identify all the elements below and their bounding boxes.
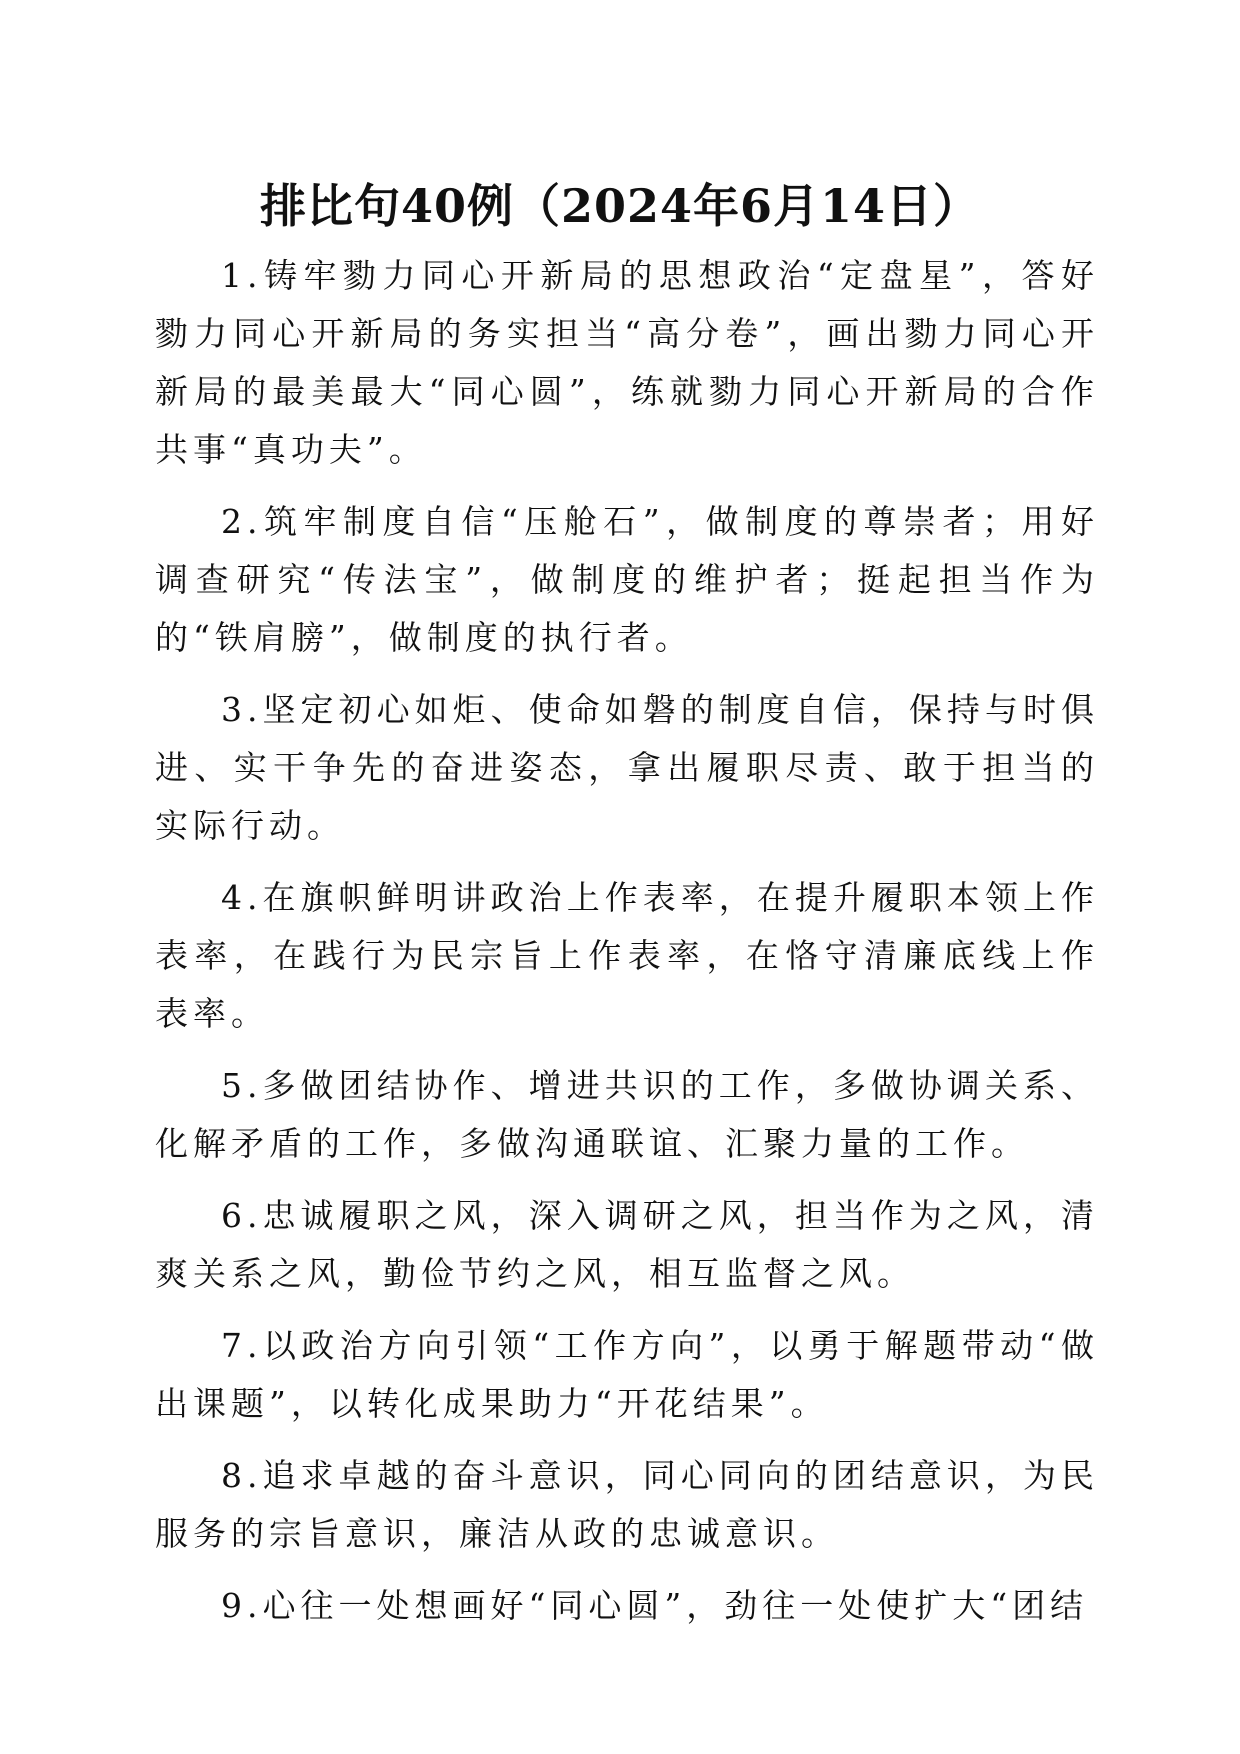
paragraph-2: 2.筑牢制度自信“压舱石”，做制度的尊崇者；用好调查研究“传法宝”，做制度的维护者；挺起担当作为的“铁肩膀”，做制度的执行者。 xyxy=(155,502,1099,657)
paragraph-7: 7.以政治方向引领“工作方向”，以勇于解题带动“做出课题”，以转化成果助力“开花结果”。 xyxy=(155,1326,1099,1423)
document-body xyxy=(155,247,1099,1649)
paragraph-5: 5.多做团结协作、增进共识的工作，多做协调关系、化解矛盾的工作，多做沟通联谊、汇聚力量的工作。 xyxy=(155,1066,1099,1163)
paragraph-9: 9.心往一处想画好“同心圆”，劲往一处使扩大“团结 xyxy=(221,1586,1089,1625)
paragraph-6: 6.忠诚履职之风，深入调研之风，担当作为之风，清爽关系之风，勤俭节约之风，相互监督之风。 xyxy=(155,1196,1099,1293)
paragraph-8: 8.追求卓越的奋斗意识，同心同向的团结意识，为民服务的宗旨意识，廉洁从政的忠诚意识。 xyxy=(155,1456,1099,1553)
paragraph-1: 1.铸牢勠力同心开新局的思想政治“定盘星”，答好勠力同心开新局的务实担当“高分卷”，画出勠力同心开新局的最美最大“同心圆”，练就勠力同心开新局的合作共事“真功夫”。 xyxy=(155,256,1099,469)
paragraph-4: 4.在旗帜鲜明讲政治上作表率，在提升履职本领上作表率，在践行为民宗旨上作表率，在恪守清廉底线上作表率。 xyxy=(155,878,1099,1033)
document-title: 排比句40例（2024年6月14日） xyxy=(259,179,981,233)
paragraph-3: 3.坚定初心如炬、使命如磐的制度自信，保持与时俱进、实干争先的奋进姿态，拿出履职尽责、敢于担当的实际行动。 xyxy=(155,690,1099,845)
